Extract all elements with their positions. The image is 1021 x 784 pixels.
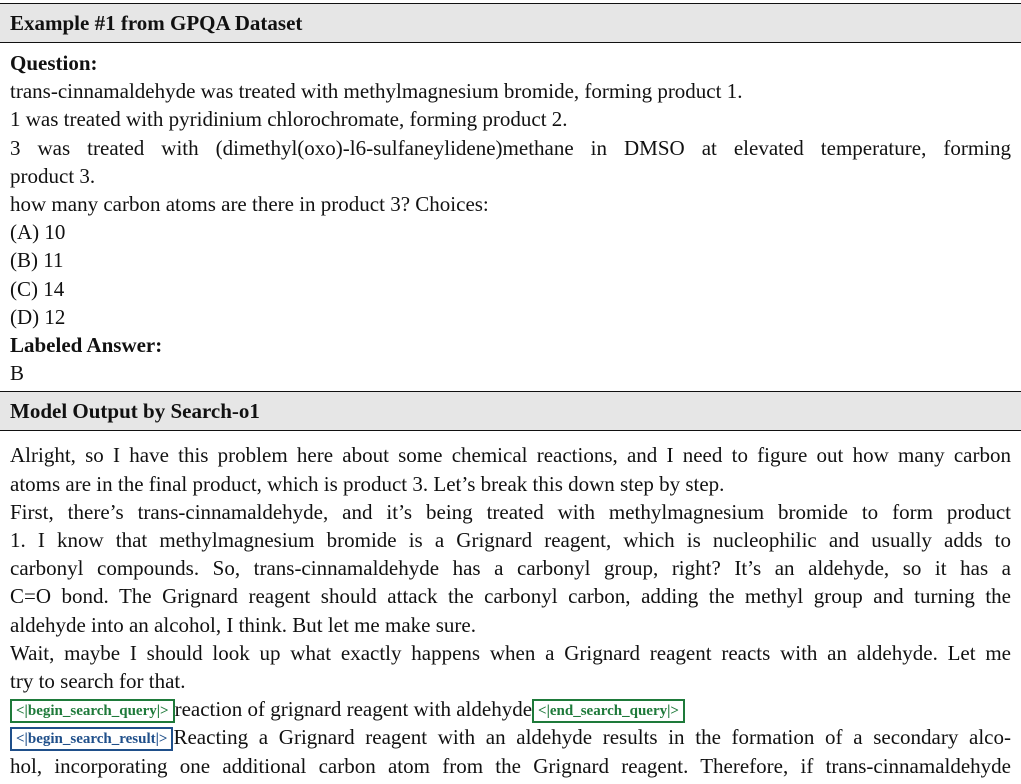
- question-line: 1 was treated with pyridinium chlorochromate, forming product 2.: [10, 107, 568, 132]
- choice-a: (A) 10: [10, 220, 66, 245]
- question-label: Question:: [10, 51, 98, 75]
- search-result-line: hol, incorporating one additional carbon atom from the Grignard reagent. Therefore, if trans-cinnamaldehyde: [10, 753, 1011, 778]
- labeled-answer-value: B: [10, 361, 25, 386]
- example-header: Example #1 from GPQA Dataset: [0, 4, 1021, 43]
- model-output-block: [0, 431, 1021, 783]
- question-line: product 3.: [10, 163, 96, 188]
- choice-c: (C) 14: [10, 276, 65, 301]
- begin-search-query-tag: <|begin_search_query|>: [10, 699, 175, 723]
- output-line: C=O bond. The Grignard reagent should attack the carbonyl carbon, adding the methyl group and turning the: [10, 584, 1011, 609]
- output-line: atoms are in the final product, which is product 3. Let’s break this down step by step.: [10, 471, 725, 496]
- choice-d: (D) 12: [10, 304, 66, 329]
- search-query-text: reaction of grignard reagent with aldehyde: [174, 697, 533, 722]
- begin-search-result-tag: <|begin_search_result|>: [10, 727, 173, 751]
- end-search-query-tag: <|end_search_query|>: [532, 699, 685, 723]
- output-line: 1. I know that methylmagnesium bromide is a Grignard reagent, which is nucleophilic and usually adds to: [10, 528, 1011, 553]
- question-block: [0, 43, 1021, 391]
- output-line: try to search for that.: [10, 669, 186, 694]
- output-line: Alright, so I have this problem here about some chemical reactions, and I need to figure out how many carbon: [10, 443, 1011, 468]
- choice-b: (B) 11: [10, 248, 64, 273]
- output-line: First, there’s trans-cinnamaldehyde, and it’s being treated with methylmagnesium bromide to form product: [10, 499, 1011, 524]
- question-line: how many carbon atoms are there in product 3? Choices:: [10, 192, 489, 217]
- labeled-answer-label: Labeled Answer:: [10, 333, 163, 358]
- output-line: carbonyl compounds. So, trans-cinnamaldehyde has a carbonyl group, right? It’s an aldehyde, so it has a: [10, 556, 1011, 581]
- question-line: trans-cinnamaldehyde was treated with methylmagnesium bromide, forming product 1.: [10, 79, 743, 104]
- output-line: aldehyde into an alcohol, I think. But let me make sure.: [10, 612, 476, 637]
- search-query-line: [10, 695, 1011, 723]
- search-result-text: Reacting a Grignard reagent with an aldehyde results in the formation of a secondary alco-: [173, 725, 1011, 750]
- output-line: Wait, maybe I should look up what exactly happens when a Grignard reagent reacts with an aldehyde. Let me: [10, 640, 1011, 665]
- question-line: 3 was treated with (dimethyl(oxo)-l6-sulfaneylidene)methane in DMSO at elevated temperature, forming: [10, 135, 1011, 160]
- output-header: Model Output by Search-o1: [0, 391, 1021, 431]
- search-result-line: [10, 723, 1011, 751]
